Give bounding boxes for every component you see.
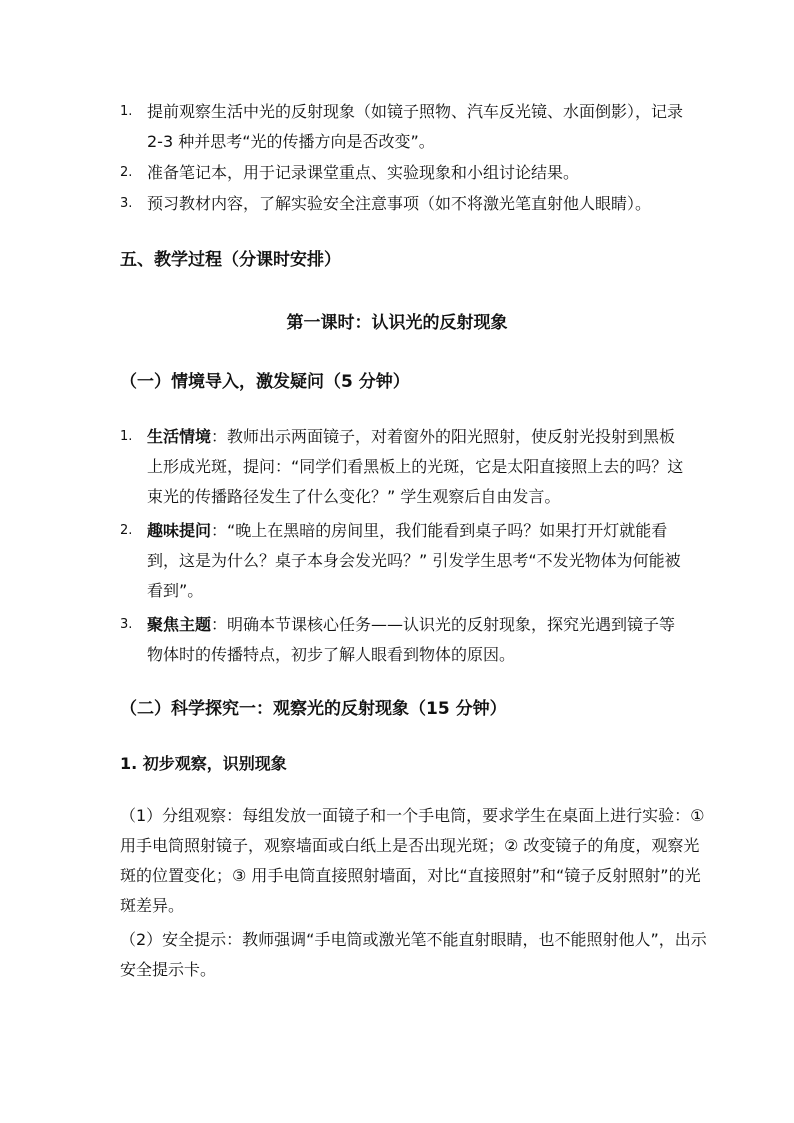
list-number: 2. [120,523,133,538]
item-label: 聚焦主题 [147,615,212,634]
list-item [120,516,690,606]
part2-subtitle: 1. 初步观察，识别现象 [120,754,287,773]
list-text: 提前观察生活中光的反射现象（如镜子照物、汽车反光镜、水面倒影），记录 2-3 种并思考“光的传播方向是否改变”。 [147,102,684,151]
section-title: 五、教学过程（分课时安排） [120,250,341,270]
list-item [120,97,690,157]
list-number: 1. [120,429,133,444]
part2-title: （二）科学探究一：观察光的反射现象（15 分钟） [120,699,507,719]
item-text: ：教师出示两面镜子，对着窗外的阳光照射，使反射光投射到黑板上形成光斑，提问：“同学们看黑板上的光斑，它是太阳直接照上去的吗？这束光的传播路径发生了什么变化？” 学生观察后自由发言。 [147,427,684,506]
item-text: ：明确本节课核心任务——认识光的反射现象，探究光遇到镜子等物体时的传播特点，初步了解人眼看到物体的原因。 [147,615,676,664]
list-item [120,158,690,188]
item-label: 生活情境 [147,427,212,446]
list-text: 准备笔记本，用于记录课堂重点、实验现象和小组讨论结果。 [147,163,580,182]
item-label: 趣味提问 [147,521,212,540]
part1-list [120,422,690,670]
list-number: 2. [120,165,133,180]
list-item [120,422,690,512]
prep-list [120,97,690,219]
paragraph: （1）分组观察：每组发放一面镜子和一个手电筒，要求学生在桌面上进行实验：① 用手电筒照射镜子，观察墙面或白纸上是否出现光斑；② 改变镜子的角度，观察光斑的位置变化；③ 用手电筒直接照射墙面，对比“直接照射”和“镜子反射照射”的光斑差异。 [120,806,705,915]
item-text: ：“晚上在黑暗的房间里，我们能看到桌子吗？如果打开灯就能看到，这是为什么？桌子本身会发光吗？” 引发学生思考“不发光物体为何能被看到”。 [147,521,681,600]
part1-title: （一）情境导入，激发疑问（5 分钟） [120,372,410,392]
list-text: 预习教材内容，了解实验安全注意事项（如不将激光笔直射他人眼睛）。 [147,194,652,213]
list-item [120,189,690,219]
list-number: 3. [120,617,133,632]
paragraph: （2）安全提示：教师强调“手电筒或激光笔不能直射眼睛，也不能照射他人”，出示安全提示卡。 [120,930,707,979]
list-number: 1. [120,104,133,119]
lesson-title: 第一课时：认识光的反射现象 [286,313,508,333]
list-number: 3. [120,196,133,211]
list-item [120,610,690,670]
